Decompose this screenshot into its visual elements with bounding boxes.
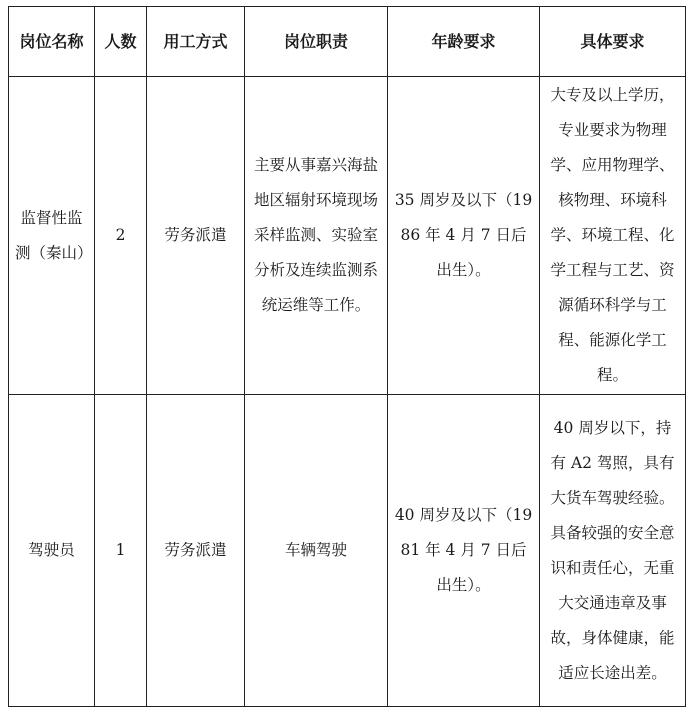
cell-post: 驾驶员 xyxy=(9,395,95,707)
cell-duty: 主要从事嘉兴海盐地区辐射环境现场采样监测、实验室分析及连续监测系统运维等工作。 xyxy=(245,77,388,395)
header-post: 岗位名称 xyxy=(9,7,95,77)
table-row xyxy=(9,395,686,707)
cell-employment: 劳务派遣 xyxy=(147,77,245,395)
cell-age: 40 周岁及以下（1981 年 4 月 7 日后出生）。 xyxy=(388,395,540,707)
recruitment-table xyxy=(8,6,686,707)
cell-requirements: 40 周岁以下，持有 A2 驾照，具有大货车驾驶经验。具备较强的安全意识和责任心，无重大交通违章及事故，身体健康，能适应长途出差。 xyxy=(540,395,686,707)
cell-requirements: 大专及以上学历，专业要求为物理学、应用物理学、核物理、环境科学、环境工程、化学工程与工艺、资源循环科学与工程、能源化学工程。 xyxy=(540,77,686,395)
cell-count: 2 xyxy=(95,77,147,395)
cell-post: 监督性监测（秦山） xyxy=(9,77,95,395)
cell-duty: 车辆驾驶 xyxy=(245,395,388,707)
cell-employment: 劳务派遣 xyxy=(147,395,245,707)
cell-age: 35 周岁及以下（1986 年 4 月 7 日后出生）。 xyxy=(388,77,540,395)
header-employment: 用工方式 xyxy=(147,7,245,77)
cell-count: 1 xyxy=(95,395,147,707)
header-requirements: 具体要求 xyxy=(540,7,686,77)
header-count: 人数 xyxy=(95,7,147,77)
header-age: 年龄要求 xyxy=(388,7,540,77)
table-row xyxy=(9,77,686,395)
header-duty: 岗位职责 xyxy=(245,7,388,77)
header-row xyxy=(9,7,686,77)
